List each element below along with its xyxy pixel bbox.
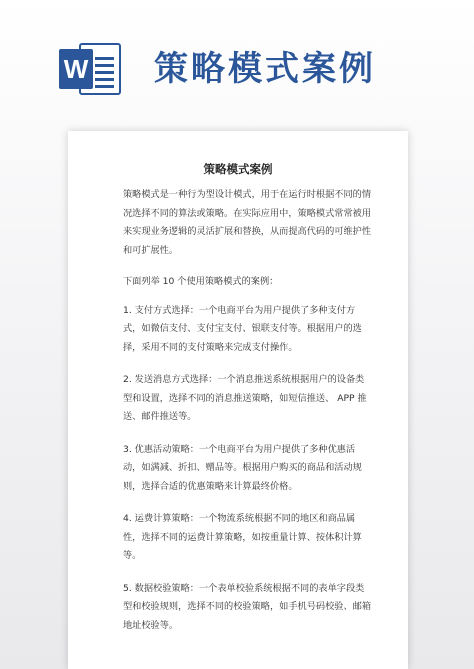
document-body [123, 186, 373, 649]
word-icon [59, 41, 121, 97]
list-item: 4. 运费计算策略：一个物流系统根据不同的地区和商品属性，选择不同的运费计算策略，如按重量计算、按体积计算等。 [123, 513, 362, 561]
list-item: 3. 优惠活动策略：一个电商平台为用户提供了多种优惠活动，如满减、折扣、赠品等。根据用户购买的商品和活动规则，选择合适的优惠策略来计算最终价格。 [123, 443, 362, 492]
list-item: 5. 数据校验策略：一个表单校验系统根据不同的表单字段类型和校验规则，选择不同的校验策略，如手机号码校验、邮箱地址校验等。 [123, 582, 372, 631]
document-page [68, 131, 408, 669]
word-letter: W [59, 49, 93, 89]
banner-title: 策略模式案例 [154, 49, 376, 89]
list-item: 1. 支付方式选择：一个电商平台为用户提供了多种支付方式，如微信支付、支付宝支付、银联支付等。根据用户的选择，采用不同的支付策略来完成支付操作。 [123, 304, 362, 353]
list-item: 2. 发送消息方式选择：一个消息推送系统根据用户的设备类型和设置，选择不同的消息推送策略，如短信推送、 APP 推送、邮件推送等。 [123, 374, 367, 422]
document-title: 策略模式案例 [203, 162, 273, 176]
lead-paragraph: 下面列举 10 个使用策略模式的案例： [123, 276, 279, 287]
intro-paragraph: 策略模式是一种行为型设计模式，用于在运行时根据不同的情况选择不同的算法或策略。在实际应用中，策略模式常常被用来实现业务逻辑的灵活扩展和替换，从而提高代码的可维护性和可扩展性。 [123, 189, 372, 256]
